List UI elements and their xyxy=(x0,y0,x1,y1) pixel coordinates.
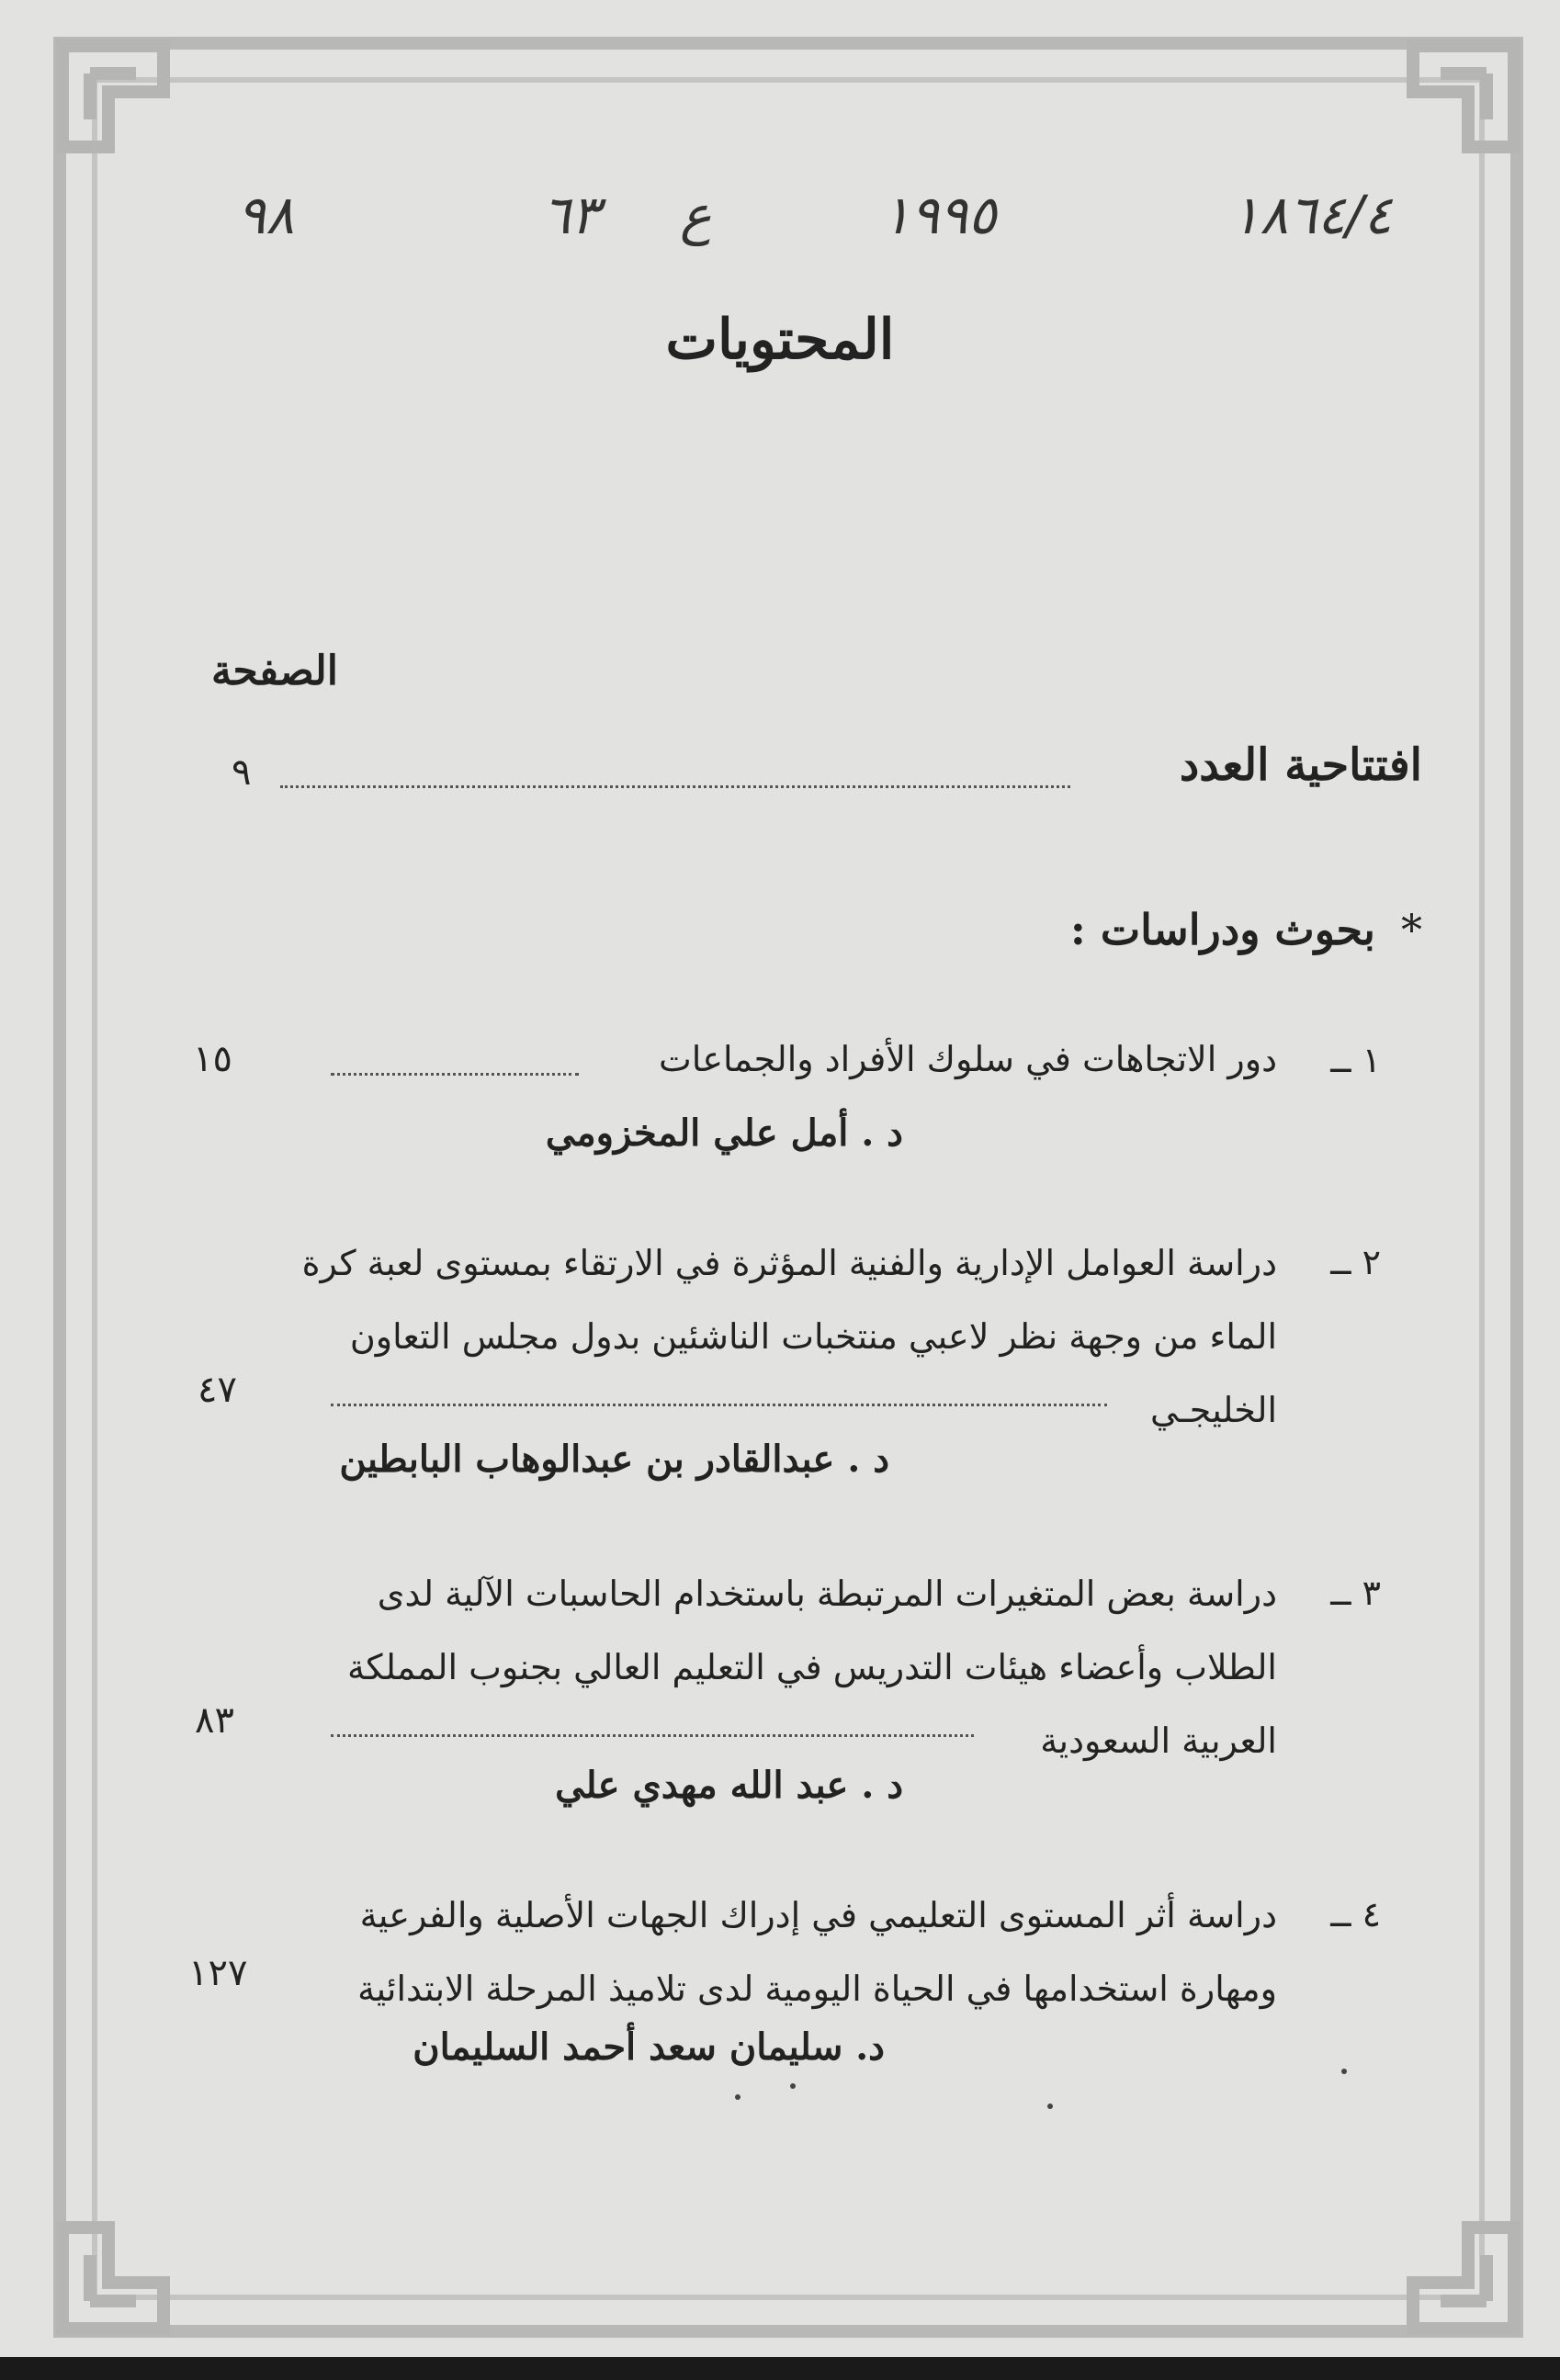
item-title-line: ومهارة استخدامها في الحياة اليومية لدى تلاميذ المرحلة الابتدائية xyxy=(357,1968,1277,2009)
item-page-number: ٤٧ xyxy=(198,1369,237,1411)
item-title-line: دراسة العوامل الإدارية والفنية المؤثرة في الارتقاء بمستوى لعبة كرة xyxy=(301,1243,1277,1283)
item-page-number: ١٥ xyxy=(193,1038,232,1080)
corner-ornament-top-left xyxy=(53,37,191,175)
section-heading-text: بحوث ودراسات : xyxy=(1069,905,1375,954)
item-title xyxy=(285,1878,1277,2025)
item-author: د. سليمان سعد أحمد السليمان xyxy=(413,2025,885,2069)
dot-leader xyxy=(331,1404,1107,1406)
item-number: ١ ــ xyxy=(1330,1040,1381,1080)
section-heading xyxy=(1070,905,1422,954)
item-title-line: الماء من وجهة نظر لاعبي منتخبات الناشئين بدول مجلس التعاون xyxy=(349,1316,1277,1357)
corner-ornament-bottom-left xyxy=(53,2200,191,2338)
item-title-line: الخليجـي xyxy=(1149,1390,1277,1430)
item-number: ٣ ــ xyxy=(1330,1573,1381,1613)
item-title-line: العربية السعودية xyxy=(1040,1720,1277,1761)
item-title: دور الاتجاهات في سلوك الأفراد والجماعات xyxy=(659,1039,1277,1079)
handwritten-issue: ٦٣ xyxy=(542,184,600,246)
item-title-line: دراسة أثر المستوى التعليمي في إدراك الجهات الأصلية والفرعية xyxy=(359,1895,1277,1935)
handwritten-accession-number: ١٨٦٤/٤ xyxy=(1231,184,1393,246)
page-column-label: الصفحة xyxy=(210,648,338,694)
handwritten-letter: ع xyxy=(680,184,712,246)
item-title-line: دراسة بعض المتغيرات المرتبطة باستخدام الحاسبات الآلية لدى xyxy=(377,1574,1277,1614)
item-author: د . عبد الله مهدي علي xyxy=(555,1764,903,1807)
editorial-entry-label: افتتاحية العدد xyxy=(1179,739,1422,791)
print-speck xyxy=(790,2083,796,2089)
corner-ornament-top-right xyxy=(1385,37,1523,175)
item-title xyxy=(285,1226,1277,1447)
editorial-page-number: ٩ xyxy=(232,751,252,794)
print-speck xyxy=(1047,2104,1053,2109)
item-page-number: ٨٣ xyxy=(195,1699,234,1742)
print-speck xyxy=(735,2094,740,2100)
scan-edge-strip xyxy=(0,2357,1560,2380)
item-number: ٤ ــ xyxy=(1330,1894,1381,1934)
handwritten-volume: ٩٨ xyxy=(237,184,295,246)
dot-leader xyxy=(331,1073,579,1076)
item-author: د . أمل علي المخزومي xyxy=(545,1111,903,1155)
item-author: د . عبدالقادر بن عبدالوهاب البابطين xyxy=(339,1438,889,1481)
handwritten-year: ١٩٩٥ xyxy=(882,184,997,246)
star-marker-icon: * xyxy=(1401,905,1422,954)
print-speck xyxy=(1341,2069,1347,2074)
item-title-line: الطلاب وأعضاء هيئات التدريس في التعليم العالي بجنوب المملكة xyxy=(346,1647,1277,1687)
dot-leader xyxy=(331,1734,974,1737)
corner-ornament-bottom-right xyxy=(1385,2200,1523,2338)
item-page-number: ١٢٧ xyxy=(188,1952,248,1994)
dot-leader xyxy=(280,785,1070,788)
page-title: المحتويات xyxy=(665,308,895,372)
item-number: ٢ ــ xyxy=(1330,1242,1381,1282)
item-title xyxy=(285,1557,1277,1777)
